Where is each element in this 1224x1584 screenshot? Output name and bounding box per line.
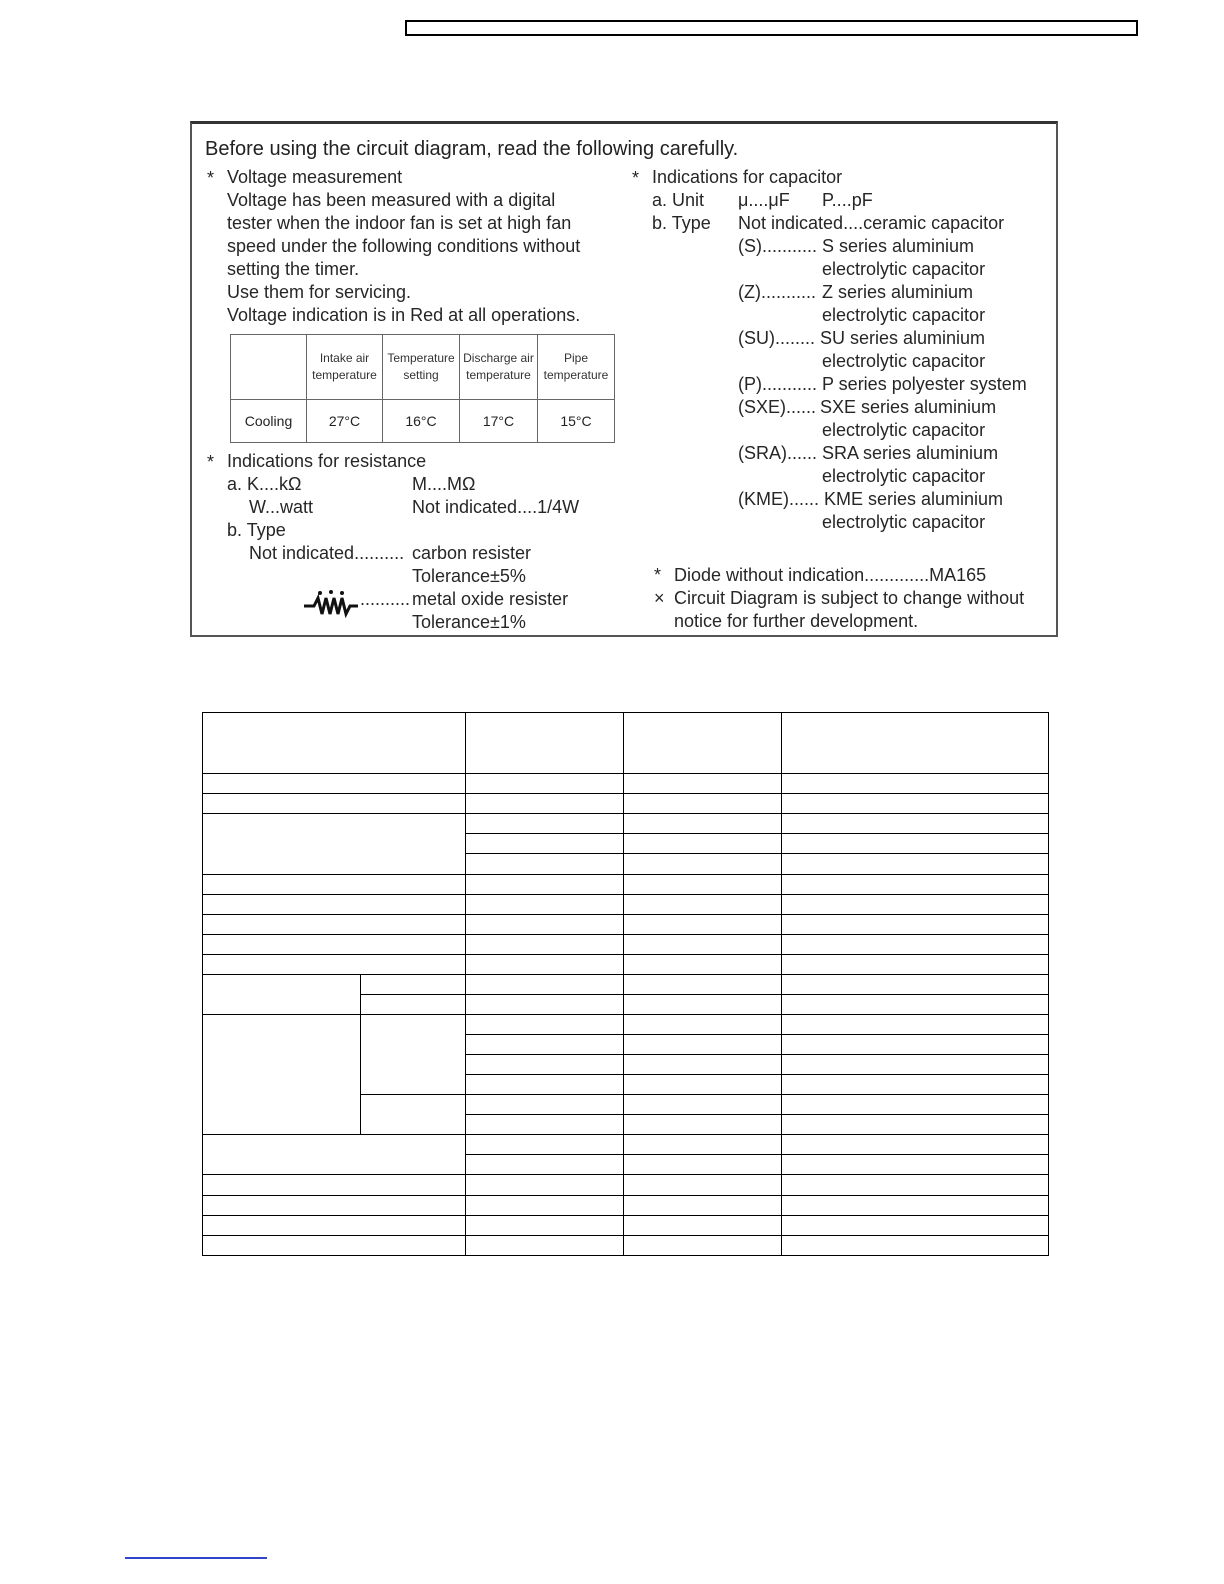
table-cell bbox=[782, 794, 1049, 814]
table-cell bbox=[466, 974, 624, 994]
table-cell bbox=[466, 1055, 624, 1075]
capacitor-desc: SU series aluminium bbox=[820, 328, 986, 348]
conditions-table bbox=[230, 334, 615, 443]
table-cell bbox=[203, 934, 466, 954]
table-cell bbox=[203, 713, 466, 774]
table-cell bbox=[782, 1075, 1049, 1095]
table-cell bbox=[361, 974, 466, 994]
voltage-line: Voltage has been measured with a digital bbox=[227, 190, 556, 210]
voltage-line: Voltage indication is in Red at all operations. bbox=[227, 305, 581, 325]
table-cell bbox=[782, 834, 1049, 854]
table-cell bbox=[203, 1135, 466, 1175]
table-row bbox=[203, 1195, 1049, 1215]
table-cell bbox=[624, 1215, 782, 1235]
capacitor-desc: SXE series aluminium bbox=[820, 397, 997, 417]
bullet-cross: × bbox=[654, 588, 665, 608]
table-cell bbox=[203, 954, 466, 974]
header-intake-air: Intake air temperature bbox=[307, 335, 383, 400]
table-row bbox=[203, 1014, 1049, 1034]
table-cell bbox=[624, 1175, 782, 1195]
empty-header-cell bbox=[231, 335, 307, 400]
capacitor-code: (KME)...... bbox=[738, 489, 819, 509]
capacitor-desc: KME series aluminium bbox=[824, 489, 1004, 509]
bottom-link-underline[interactable] bbox=[125, 1557, 267, 1559]
table-cell bbox=[782, 1175, 1049, 1195]
table-row bbox=[203, 914, 1049, 934]
table-cell bbox=[782, 1035, 1049, 1055]
table-cell bbox=[624, 1155, 782, 1175]
table-cell bbox=[624, 713, 782, 774]
table-cell bbox=[466, 713, 624, 774]
capacitor-code: (SXE)...... bbox=[738, 397, 817, 417]
capacitor-heading: Indications for capacitor bbox=[652, 167, 843, 187]
table-cell bbox=[624, 1055, 782, 1075]
table-cell bbox=[466, 1014, 624, 1034]
table-cell bbox=[466, 1215, 624, 1235]
capacitor-code: (S)........... bbox=[738, 236, 818, 256]
table-cell bbox=[203, 914, 466, 934]
capacitor-code: (Z)........... bbox=[738, 282, 816, 302]
bullet-star: * bbox=[632, 168, 640, 188]
voltage-line: speed under the following conditions without bbox=[227, 236, 581, 256]
capacitor-unit-label: a. Unit bbox=[652, 190, 705, 210]
table-cell bbox=[361, 1095, 466, 1135]
table-cell bbox=[203, 874, 466, 894]
table-row bbox=[203, 794, 1049, 814]
table-cell bbox=[466, 994, 624, 1014]
table-row bbox=[203, 774, 1049, 794]
table-cell bbox=[624, 794, 782, 814]
table-row bbox=[203, 1235, 1049, 1255]
table-cell bbox=[624, 1014, 782, 1034]
capacitor-desc-2: electrolytic capacitor bbox=[822, 466, 986, 486]
table-cell bbox=[624, 974, 782, 994]
table-cell bbox=[624, 774, 782, 794]
metal-oxide-tolerance: Tolerance±1% bbox=[412, 612, 526, 632]
table-cell bbox=[361, 1014, 466, 1094]
row-label-cooling: Cooling bbox=[231, 400, 307, 443]
header-bar bbox=[405, 20, 1138, 36]
bullet-star: * bbox=[207, 452, 215, 472]
table-cell bbox=[624, 1195, 782, 1215]
table-cell bbox=[466, 874, 624, 894]
capacitor-desc-2: electrolytic capacitor bbox=[822, 259, 986, 279]
diode-note: Diode without indication.............MA165 bbox=[674, 565, 987, 585]
table-cell bbox=[466, 1175, 624, 1195]
table-cell bbox=[782, 1135, 1049, 1155]
voltage-line: tester when the indoor fan is set at high fan bbox=[227, 213, 572, 233]
value-pipe-temperature: 15°C bbox=[538, 400, 615, 443]
table-cell bbox=[624, 1095, 782, 1115]
value-intake-air: 27°C bbox=[307, 400, 383, 443]
table-row bbox=[203, 954, 1049, 974]
table-cell bbox=[624, 914, 782, 934]
table-cell bbox=[466, 1115, 624, 1135]
table-cell bbox=[466, 1135, 624, 1155]
resistance-unit-m: M....MΩ bbox=[412, 474, 476, 494]
resistance-type-label: b. Type bbox=[227, 520, 286, 540]
resistance-unit-k: a. K....kΩ bbox=[227, 474, 302, 494]
table-cell bbox=[361, 994, 466, 1014]
change-notice-line: notice for further development. bbox=[674, 611, 919, 631]
table-cell bbox=[466, 1075, 624, 1095]
table-row bbox=[203, 894, 1049, 914]
table-cell bbox=[782, 854, 1049, 874]
table-cell bbox=[466, 914, 624, 934]
value-temperature-setting: 16°C bbox=[383, 400, 460, 443]
table-cell bbox=[624, 834, 782, 854]
table-cell bbox=[466, 814, 624, 834]
voltage-heading: Voltage measurement bbox=[227, 167, 403, 187]
table-cell bbox=[624, 1235, 782, 1255]
table-cell bbox=[782, 1235, 1049, 1255]
table-cell bbox=[203, 1014, 361, 1134]
table-cell bbox=[624, 1135, 782, 1155]
capacitor-desc-2: electrolytic capacitor bbox=[822, 351, 986, 371]
bullet-star: * bbox=[654, 565, 662, 585]
capacitor-desc-2: electrolytic capacitor bbox=[822, 305, 986, 325]
table-cell bbox=[624, 1035, 782, 1055]
table-cell bbox=[466, 1195, 624, 1215]
table-cell bbox=[466, 1035, 624, 1055]
capacitor-type-default: Not indicated....ceramic capacitor bbox=[738, 213, 1005, 233]
table-cell bbox=[782, 914, 1049, 934]
table-cell bbox=[203, 974, 361, 1014]
table-cell bbox=[782, 1014, 1049, 1034]
table-cell bbox=[624, 874, 782, 894]
notice-title: Before using the circuit diagram, read the following carefully. bbox=[205, 138, 739, 160]
table-cell bbox=[624, 814, 782, 834]
table-cell bbox=[466, 934, 624, 954]
capacitor-code: (P)........... bbox=[738, 374, 818, 394]
circuit-diagram-notice bbox=[190, 121, 1058, 637]
table-cell bbox=[203, 894, 466, 914]
table-cell bbox=[782, 1215, 1049, 1235]
table-cell bbox=[203, 1235, 466, 1255]
table-row bbox=[203, 1215, 1049, 1235]
table-row bbox=[203, 713, 1049, 774]
header-temperature-setting: Temperature setting bbox=[383, 335, 460, 400]
table-cell bbox=[782, 713, 1049, 774]
table-cell bbox=[782, 1155, 1049, 1175]
bullet-star: * bbox=[207, 168, 215, 188]
data-grid-table bbox=[202, 712, 1049, 1256]
table-cell bbox=[203, 794, 466, 814]
table-cell bbox=[782, 954, 1049, 974]
table-cell bbox=[203, 1215, 466, 1235]
resistance-watt: W...watt bbox=[249, 497, 314, 517]
carbon-not-indicated: Not indicated.......... bbox=[249, 543, 405, 563]
table-row bbox=[203, 1175, 1049, 1195]
table-cell bbox=[466, 774, 624, 794]
table-cell bbox=[203, 1195, 466, 1215]
table-cell bbox=[466, 1235, 624, 1255]
table-cell bbox=[203, 1175, 466, 1195]
capacitor-unit-mu: μ....μF bbox=[738, 190, 790, 210]
table-cell bbox=[624, 954, 782, 974]
capacitor-desc: Z series aluminium bbox=[822, 282, 974, 302]
capacitor-code: (SU)........ bbox=[738, 328, 816, 348]
capacitor-unit-p: P....pF bbox=[822, 190, 873, 210]
header-pipe-temperature: Pipe temperature bbox=[538, 335, 615, 400]
table-cell bbox=[782, 974, 1049, 994]
table-cell bbox=[624, 854, 782, 874]
table-cell bbox=[624, 1075, 782, 1095]
capacitor-desc: S series aluminium bbox=[822, 236, 975, 256]
table-cell bbox=[624, 994, 782, 1014]
capacitor-code: (SRA)...... bbox=[738, 443, 818, 463]
voltage-line: Use them for servicing. bbox=[227, 282, 412, 302]
change-notice-line: Circuit Diagram is subject to change without bbox=[674, 588, 1025, 608]
voltage-line: setting the timer. bbox=[227, 259, 360, 279]
table-cell bbox=[782, 1195, 1049, 1215]
table-cell bbox=[466, 854, 624, 874]
table-cell bbox=[782, 1055, 1049, 1075]
table-cell bbox=[624, 894, 782, 914]
metal-oxide-dots: .......... bbox=[360, 589, 411, 609]
table-cell bbox=[624, 934, 782, 954]
capacitor-desc: P series polyester system bbox=[822, 374, 1027, 394]
table-cell bbox=[466, 954, 624, 974]
metal-oxide-resister-symbol-icon bbox=[302, 588, 360, 622]
table-cell bbox=[782, 894, 1049, 914]
table-cell bbox=[624, 1115, 782, 1135]
capacitor-type-label: b. Type bbox=[652, 213, 711, 233]
table-cell bbox=[782, 1115, 1049, 1135]
table-cell bbox=[782, 814, 1049, 834]
table-cell bbox=[466, 834, 624, 854]
capacitor-desc-2: electrolytic capacitor bbox=[822, 420, 986, 440]
table-cell bbox=[782, 1095, 1049, 1115]
table-cell bbox=[782, 994, 1049, 1014]
value-discharge-air: 17°C bbox=[460, 400, 538, 443]
table-cell bbox=[203, 814, 466, 874]
table-cell bbox=[203, 774, 466, 794]
capacitor-desc-2: electrolytic capacitor bbox=[822, 512, 986, 532]
table-cell bbox=[466, 794, 624, 814]
table-cell bbox=[782, 874, 1049, 894]
table-cell bbox=[466, 894, 624, 914]
table-row bbox=[203, 934, 1049, 954]
table-cell bbox=[782, 774, 1049, 794]
table-row bbox=[203, 1135, 1049, 1155]
table-cell bbox=[782, 934, 1049, 954]
resistance-watt-note: Not indicated....1/4W bbox=[412, 497, 580, 517]
metal-oxide-label: metal oxide resister bbox=[412, 589, 569, 609]
carbon-resister-label: carbon resister bbox=[412, 543, 532, 563]
table-cell bbox=[466, 1155, 624, 1175]
table-cell bbox=[466, 1095, 624, 1115]
table-row bbox=[203, 814, 1049, 834]
capacitor-desc: SRA series aluminium bbox=[822, 443, 999, 463]
table-row bbox=[203, 974, 1049, 994]
table-row bbox=[203, 874, 1049, 894]
header-discharge-air: Discharge air temperature bbox=[460, 335, 538, 400]
resistance-heading: Indications for resistance bbox=[227, 451, 427, 471]
carbon-tolerance: Tolerance±5% bbox=[412, 566, 526, 586]
